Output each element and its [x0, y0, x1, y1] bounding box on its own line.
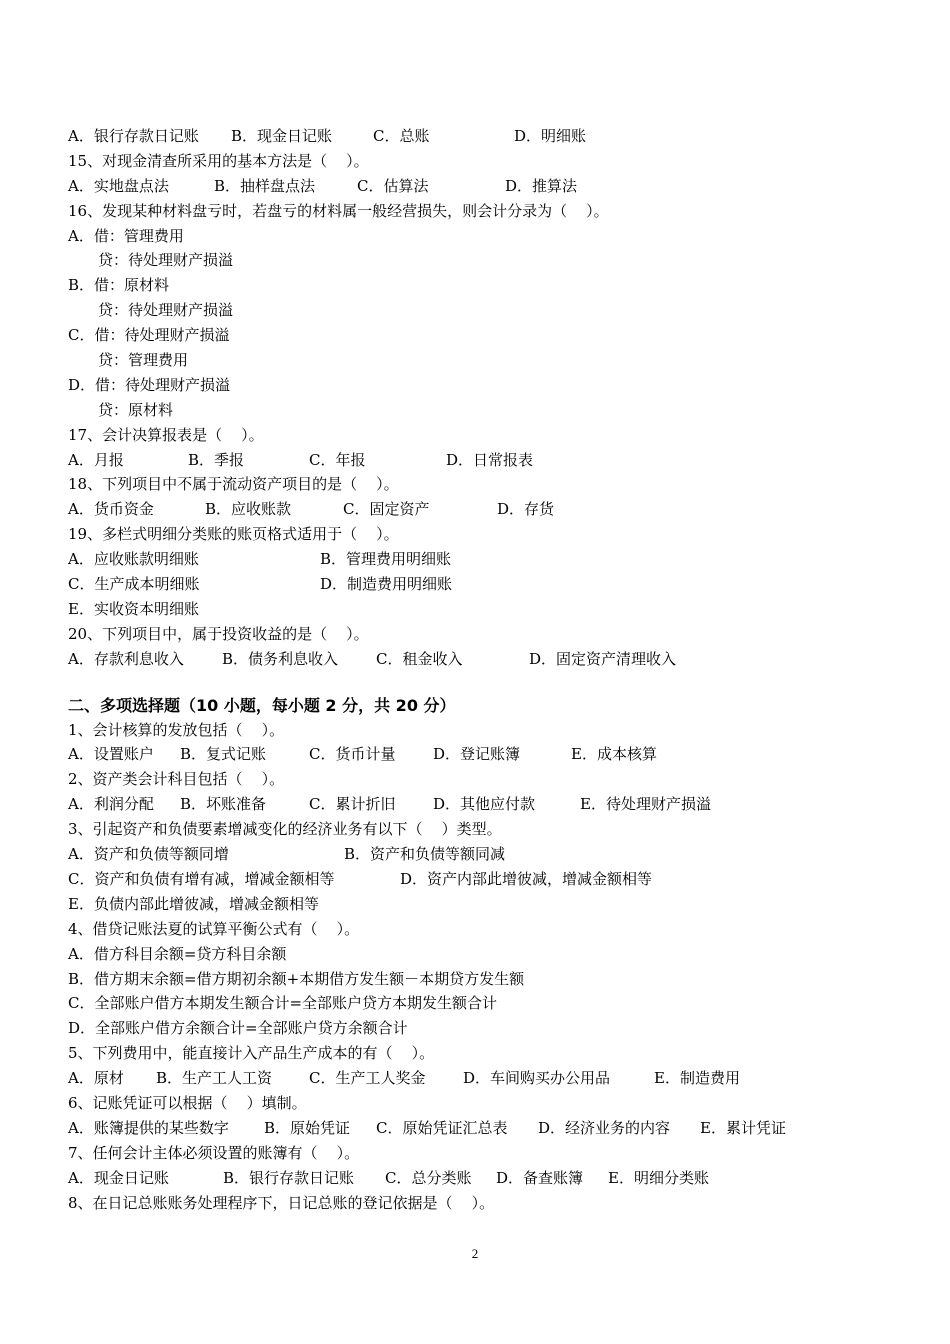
question-line: C．借：待处理财产损溢: [68, 326, 230, 345]
answer-option: B．生产工人工资: [156, 1069, 273, 1088]
answer-option: A．利润分配: [68, 795, 154, 814]
answer-option: E．制造费用: [654, 1069, 740, 1088]
answer-option: C．总分类账: [385, 1168, 472, 1187]
answer-option: A．存款利息收入: [68, 649, 184, 668]
answer-option: D．资产内部此增彼减，增减金额相等: [400, 869, 653, 888]
credit-entry-line: 贷：原材料: [98, 400, 174, 419]
answer-option: B．季报: [188, 450, 245, 469]
answer-option: B．应收账款: [205, 500, 292, 519]
answer-option: C．年报: [309, 450, 366, 469]
answer-options-row: [68, 742, 898, 767]
question-line: 17、会计决算报表是（ ）。: [68, 425, 264, 444]
question-line: 5、下列费用中，能直接计入产品生产成本的有（ ）。: [68, 1044, 435, 1063]
answer-option: A．账簿提供的某些数字: [68, 1118, 229, 1137]
question-line: 1、会计核算的发放包括（ ）。: [68, 720, 285, 739]
answer-option: B．坏账准备: [180, 795, 267, 814]
answer-options-row: [68, 1066, 898, 1091]
answer-options-row: [68, 174, 898, 199]
answer-option: C．累计折旧: [309, 795, 396, 814]
answer-option: D．固定资产清理收入: [529, 649, 677, 668]
answer-options-row: [68, 547, 898, 572]
section-gap: [68, 672, 898, 694]
answer-option: B．资产和负债等额同减: [344, 845, 506, 864]
answer-option: C．固定资产: [343, 500, 430, 519]
answer-option: E．累计凭证: [700, 1118, 786, 1137]
question-line: 7、任何会计主体必须设置的账簿有（ ）。: [68, 1143, 360, 1162]
question-line: C．全部账户借方本期发生额合计=全部账户贷方本期发生额合计: [68, 994, 498, 1013]
answer-option: D．经济业务的内容: [538, 1118, 671, 1137]
answer-option: A．银行存款日记账: [68, 127, 199, 145]
answer-option: A．实地盘点法: [68, 176, 169, 195]
question-line: 8、在日记总账账务处理程序下，日记总账的登记依据是（ ）。: [68, 1193, 495, 1212]
answer-option: D．制造费用明细账: [320, 575, 453, 594]
answer-options-row: [68, 572, 898, 597]
answer-option: B．抽样盘点法: [214, 176, 316, 195]
question-line: E．实收资本明细账: [68, 599, 199, 618]
credit-entry-line: 贷：待处理财产损溢: [98, 251, 234, 270]
question-line: 2、资产类会计科目包括（ ）。: [68, 770, 285, 789]
answer-options-row: [68, 124, 898, 149]
answer-option: C．生产工人奖金: [309, 1069, 426, 1088]
question-line: B．借：原材料: [68, 276, 170, 295]
multiple-choice-questions: [68, 718, 898, 1216]
answer-option: B．债务利息收入: [222, 649, 339, 668]
question-line: D．全部账户借方余额合计=全部账户贷方余额合计: [68, 1019, 408, 1038]
answer-options-row: [68, 842, 898, 867]
answer-option: A．应收账款明细账: [68, 550, 199, 569]
answer-option: C．总账: [373, 127, 430, 145]
answer-option: B．银行存款日记账: [223, 1168, 355, 1187]
answer-option: B．现金日记账: [231, 127, 333, 145]
page-content: [68, 124, 898, 1215]
question-line: 19、多栏式明细分类账的账页格式适用于（ ）。: [68, 525, 399, 544]
question-line: B．借方期末余额=借方期初余额+本期借方发生额－本期贷方发生额: [68, 969, 525, 988]
answer-option: D．日常报表: [446, 450, 534, 469]
question-line: E．负债内部此增彼减，增减金额相等: [68, 894, 319, 913]
answer-option: D．车间购买办公用品: [463, 1069, 611, 1088]
answer-option: C．原始凭证汇总表: [376, 1118, 508, 1137]
question-line: 4、借贷记账法夏的试算平衡公式有（ ）。: [68, 919, 360, 938]
answer-option: A．原材: [68, 1069, 124, 1088]
answer-option: D．推算法: [505, 176, 578, 195]
answer-option: B．管理费用明细账: [320, 550, 452, 569]
answer-option: C．租金收入: [376, 649, 463, 668]
answer-options-row: [68, 1116, 898, 1141]
question-line: 6、记账凭证可以根据（ ）填制。: [68, 1093, 307, 1112]
answer-option: E．成本核算: [571, 745, 657, 764]
question-line: 3、引起资产和负债要素增减变化的经济业务有以下（ ）类型。: [68, 820, 502, 839]
answer-option: B．复式记账: [180, 745, 267, 764]
question-line: 20、下列项目中，属于投资收益的是（ ）。: [68, 624, 369, 643]
question-line: 15、对现金清查所采用的基本方法是（ ）。: [68, 151, 369, 170]
answer-options-row: [68, 792, 898, 817]
answer-options-row: [68, 1166, 898, 1191]
page-number: 2: [471, 1246, 479, 1261]
answer-option: D．其他应付款: [433, 795, 536, 814]
question-line: A．借：管理费用: [68, 226, 184, 245]
answer-option: D．存货: [497, 500, 555, 519]
question-line: 18、下列项目中不属于流动资产项目的是（ ）。: [68, 475, 399, 494]
answer-option: E．明细分类账: [608, 1168, 709, 1187]
credit-entry-line: 贷：管理费用: [98, 351, 189, 370]
question-line: A．借方科目余额=贷方科目余额: [68, 944, 287, 963]
answer-option: E．待处理财产损溢: [580, 795, 711, 814]
answer-option: D．明细账: [514, 127, 587, 145]
answer-options-row: [68, 497, 898, 522]
answer-option: C．资产和负债有增有减，增减金额相等: [68, 869, 335, 888]
answer-option: A．月报: [68, 450, 124, 469]
section-title: 二、多项选择题（10 小题，每小题 2 分，共 20 分）: [68, 695, 456, 715]
answer-option: D．登记账簿: [433, 745, 521, 764]
answer-option: A．现金日记账: [68, 1168, 169, 1187]
single-choice-questions: [68, 124, 898, 672]
answer-option: B．原始凭证: [264, 1118, 351, 1137]
credit-entry-line: 贷：待处理财产损溢: [98, 301, 234, 320]
question-line: D．借：待处理财产损溢: [68, 375, 231, 394]
answer-option: A．货币资金: [68, 500, 154, 519]
answer-option: A．资产和负债等额同增: [68, 845, 229, 864]
question-line: 16、发现某种材料盘亏时，若盘亏的材料属一般经营损失，则会计分录为（ ）。: [68, 201, 609, 220]
answer-option: D．备查账簿: [496, 1168, 584, 1187]
answer-option: C．货币计量: [309, 745, 396, 764]
answer-options-row: [68, 647, 898, 672]
answer-option: A．设置账户: [68, 745, 154, 764]
answer-options-row: [68, 867, 898, 892]
answer-option: C．估算法: [357, 176, 429, 195]
answer-options-row: [68, 448, 898, 473]
answer-option: C．生产成本明细账: [68, 575, 200, 594]
